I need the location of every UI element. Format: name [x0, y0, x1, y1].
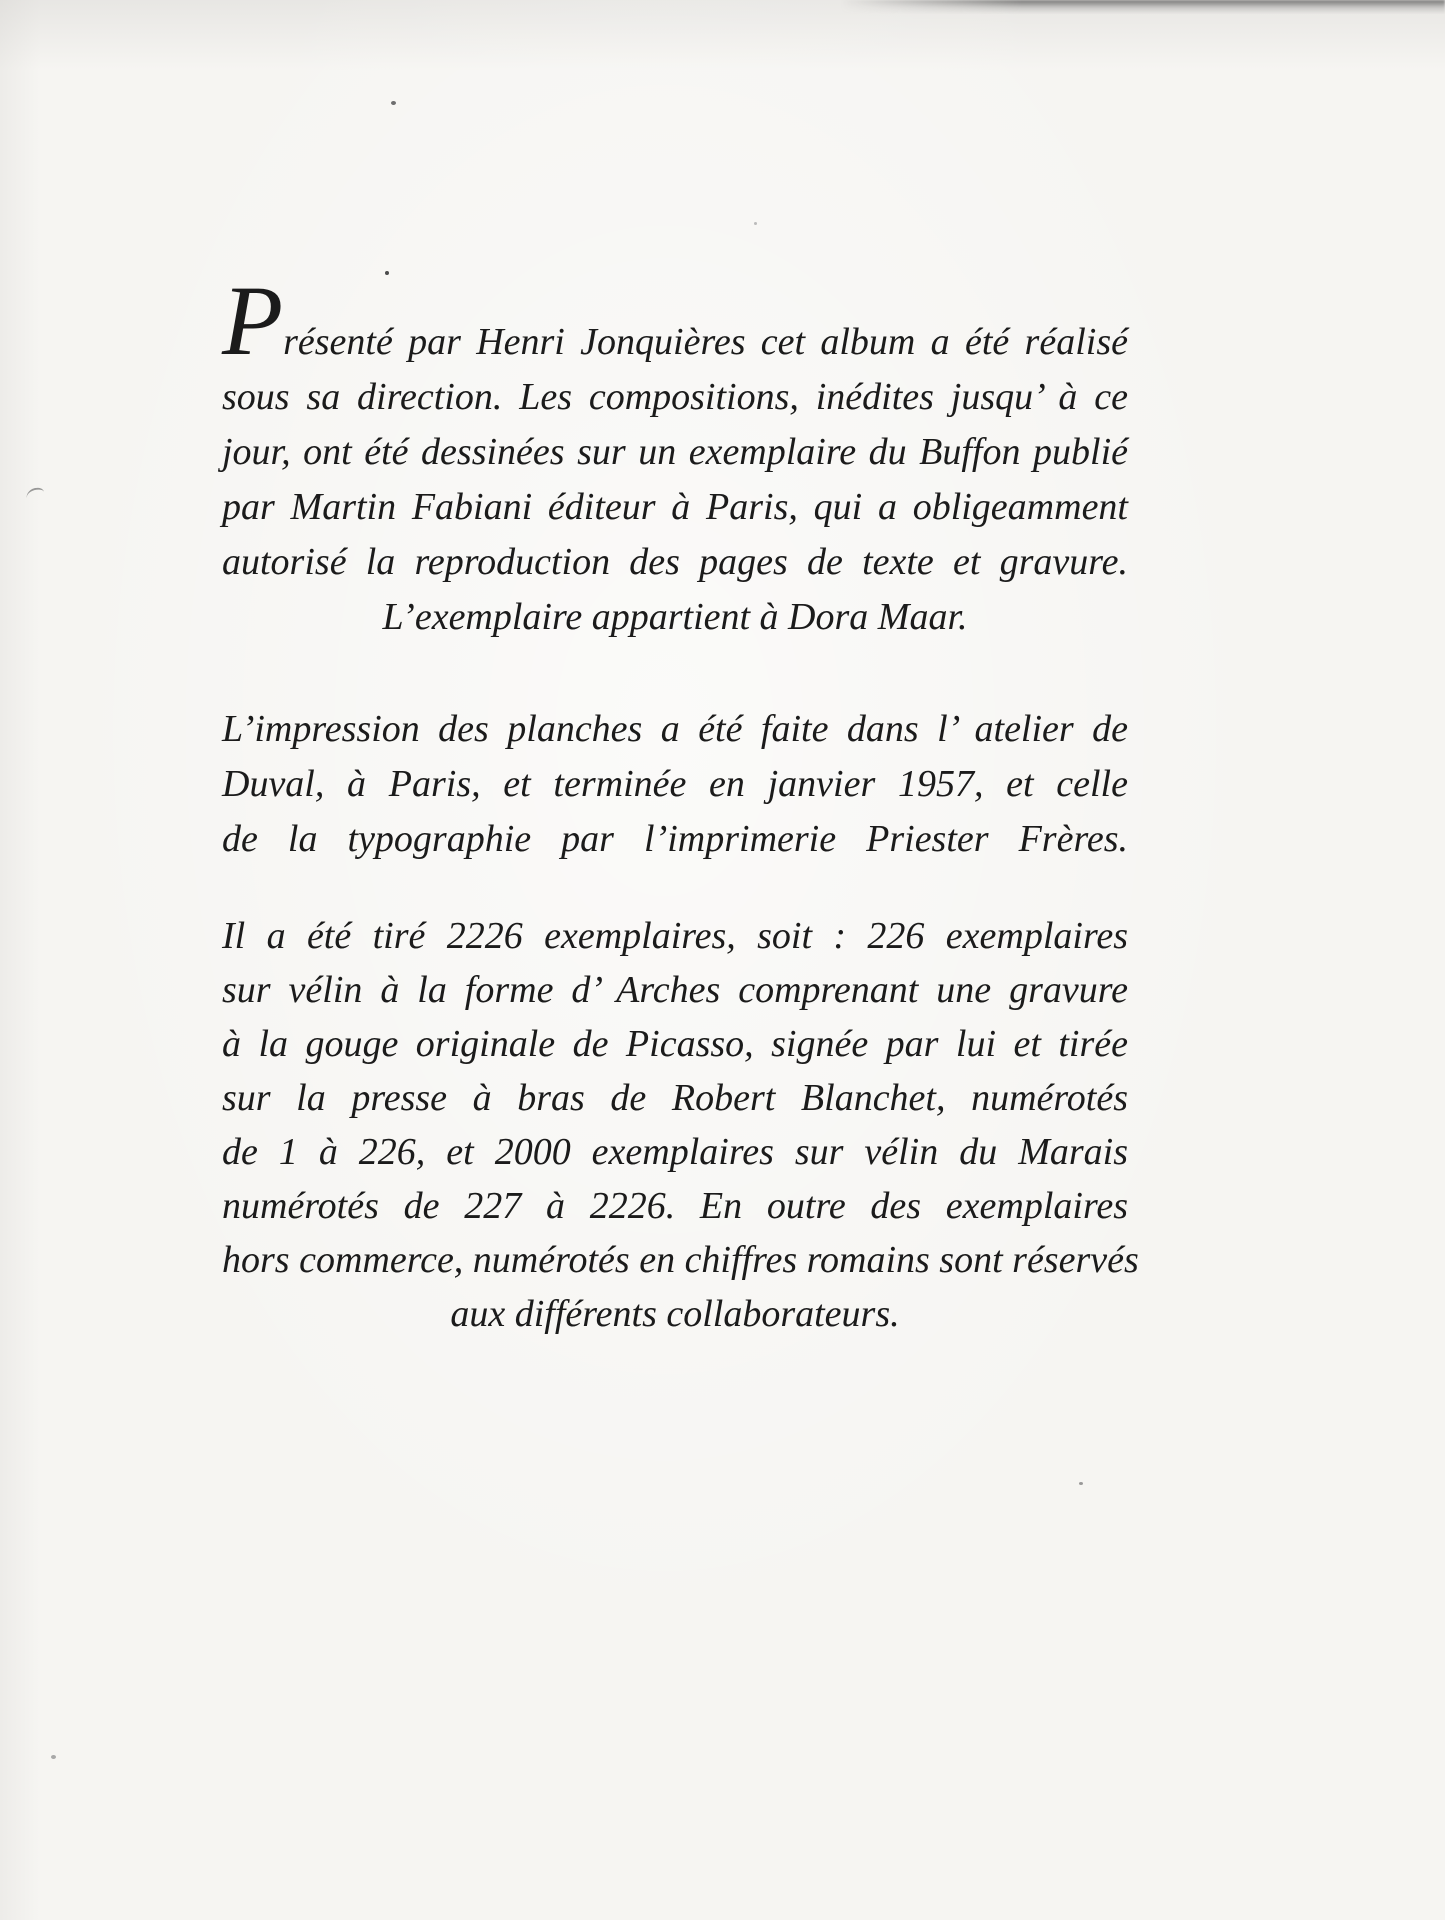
text-line: de la typographie par l’imprimerie Priester Frères.: [222, 818, 1128, 860]
text-line: [222, 265, 1128, 376]
colophon-paragraph-presentation: [222, 265, 1128, 645]
colophon-paragraph-printing: [222, 702, 1128, 867]
text-line-centered: L’exemplaire appartient à Dora Maar.: [382, 596, 968, 638]
text-line: sous sa direction. Les compositions, inédites jusqu’ à ce: [222, 376, 1128, 418]
colophon-paragraph-edition: [222, 909, 1139, 1341]
scan-speck: [391, 101, 396, 105]
drop-cap-initial: P: [222, 265, 284, 376]
text-line: Duval, à Paris, et terminée en janvier 1957, et celle: [222, 763, 1128, 805]
scan-speck: [51, 1755, 56, 1759]
text-line: autorisé la reproduction des pages de texte et gravure.: [222, 541, 1128, 583]
text-line: hors commerce, numérotés en chiffres romains sont réservés: [222, 1239, 1139, 1281]
text-line-rest: résenté par Henri Jonquières cet album a été réalisé: [283, 321, 1128, 363]
scan-speck: [754, 222, 757, 225]
margin-pencil-mark: [25, 487, 44, 498]
text-line: par Martin Fabiani éditeur à Paris, qui a obligeamment: [222, 486, 1128, 528]
text-line: Il a été tiré 2226 exemplaires, soit : 226 exemplaires: [222, 915, 1128, 957]
text-line: à la gouge originale de Picasso, signée par lui et tirée: [222, 1023, 1128, 1065]
text-line: L’impression des planches a été faite dans l’ atelier de: [222, 708, 1128, 750]
text-line: sur vélin à la forme d’ Arches comprenant une gravure: [222, 969, 1128, 1011]
text-line: de 1 à 226, et 2000 exemplaires sur vélin du Marais: [222, 1131, 1128, 1173]
text-line-centered: aux différents collaborateurs.: [450, 1293, 900, 1335]
scan-speck: [1079, 1482, 1083, 1485]
text-line: sur la presse à bras de Robert Blanchet, numérotés: [222, 1077, 1128, 1119]
text-line: jour, ont été dessinées sur un exemplaire du Buffon publié: [222, 431, 1128, 473]
text-line: numérotés de 227 à 2226. En outre des exemplaires: [222, 1185, 1128, 1227]
scan-edge-shadow: [840, 0, 1445, 14]
scan-speck: [385, 271, 389, 275]
